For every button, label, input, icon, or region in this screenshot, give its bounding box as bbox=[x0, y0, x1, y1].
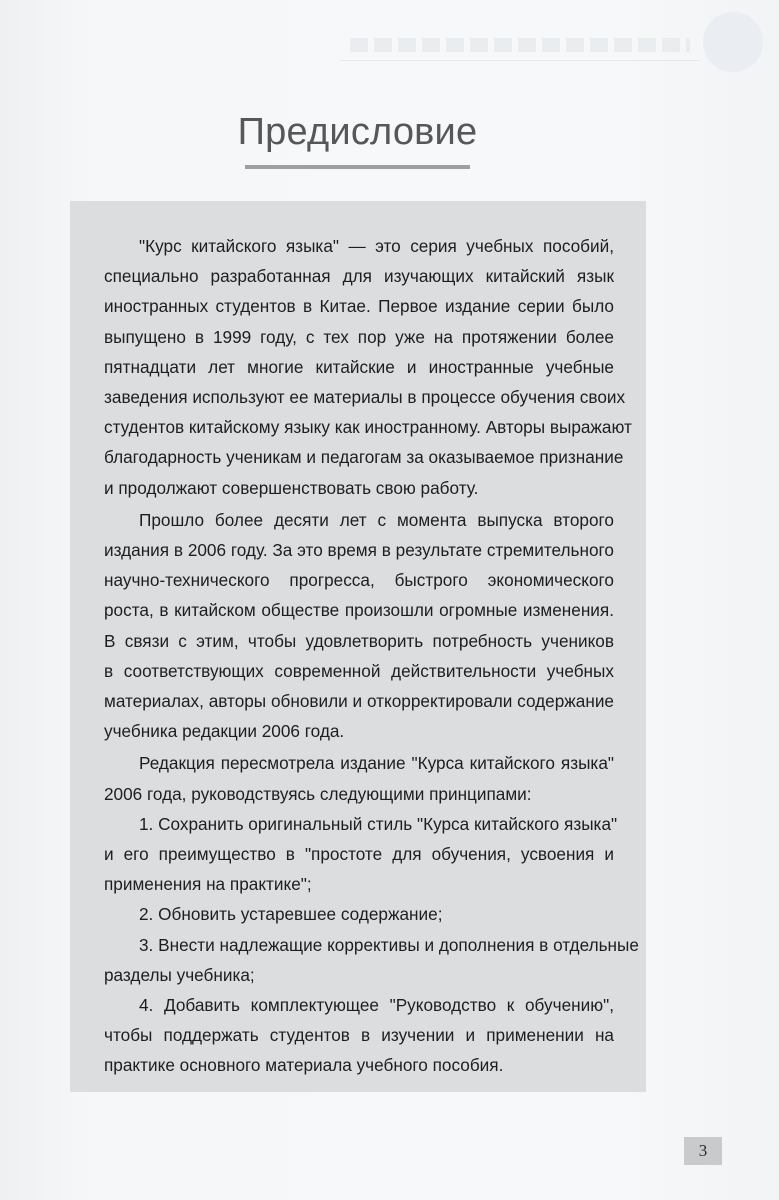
text-line: благодарность ученикам и педагогам за оказываемое признание bbox=[104, 447, 624, 468]
text-line: Редакция пересмотрела издание "Курса китайского языка" bbox=[139, 753, 614, 774]
text-line: чтобы поддержать студентов в изучении и применении на bbox=[104, 1025, 614, 1046]
principle-item-3 bbox=[104, 930, 639, 990]
text-line: роста, в китайском обществе произошли огромные изменения. bbox=[104, 600, 614, 621]
paragraph-2 bbox=[104, 505, 614, 747]
text-line: иностранных студентов в Китае. Первое издание серии было bbox=[104, 296, 614, 317]
page-title-text: Предисловие bbox=[237, 111, 478, 153]
text-line: применения на практике"; bbox=[104, 874, 312, 895]
show-through-emblem bbox=[703, 12, 763, 72]
text-line: студентов китайскому языку как иностранному. Авторы выражают bbox=[104, 417, 632, 438]
principle-item-2 bbox=[104, 899, 614, 929]
title-underline bbox=[245, 165, 470, 169]
text-line: В связи с этим, чтобы удовлетворить потребность учеников bbox=[104, 630, 614, 651]
text-line: 1. Сохранить оригинальный стиль "Курса китайского языка" bbox=[139, 813, 618, 834]
text-line: специально разработанная для изучающих китайский язык bbox=[104, 266, 614, 287]
paragraph-1 bbox=[104, 231, 632, 503]
paragraph-3 bbox=[104, 748, 614, 808]
text-line: Прошло более десяти лет с момента выпуска второго bbox=[139, 509, 614, 530]
text-line: 4. Добавить комплектующее "Руководство к обучению", bbox=[139, 995, 614, 1016]
text-line: и его преимущество в "простоте для обучения, усвоения и bbox=[104, 844, 614, 865]
show-through-running-header bbox=[350, 38, 690, 52]
text-line: материалах, авторы обновили и откорректировали содержание bbox=[104, 691, 614, 712]
text-line: 2. Обновить устаревшее содержание; bbox=[139, 904, 443, 925]
text-line: издания в 2006 году. За это время в результате стремительного bbox=[104, 540, 614, 561]
text-line: 2006 года, руководствуясь следующими принципами: bbox=[104, 783, 532, 804]
text-line: выпущено в 1999 году, с тех пор уже на протяжении более bbox=[104, 326, 614, 347]
text-line: "Курс китайского языка" — это серия учебных пособий, bbox=[139, 236, 614, 256]
text-line: заведения используют ее материалы в процессе обучения своих bbox=[104, 387, 626, 408]
text-line: практике основного материала учебного пособия. bbox=[104, 1055, 504, 1076]
preface-text-box bbox=[70, 201, 646, 1092]
text-line: научно-технического прогресса, быстрого экономического bbox=[104, 570, 614, 591]
page-number: 3 bbox=[684, 1137, 722, 1165]
text-line: учебника редакции 2006 года. bbox=[104, 721, 345, 742]
show-through-header-rule bbox=[340, 60, 700, 61]
text-line: 3. Внести надлежащие коррективы и дополнения в отдельные bbox=[139, 934, 639, 955]
text-line: пятнадцати лет многие китайские и иностранные учебные bbox=[104, 356, 614, 377]
page-title bbox=[0, 108, 779, 156]
text-line: разделы учебника; bbox=[104, 964, 255, 985]
text-line: в соответствующих современной действительности учебных bbox=[104, 660, 614, 681]
principle-item-4 bbox=[104, 990, 614, 1081]
text-line: и продолжают совершенствовать свою работу. bbox=[104, 477, 479, 498]
principle-item-1 bbox=[104, 809, 618, 900]
